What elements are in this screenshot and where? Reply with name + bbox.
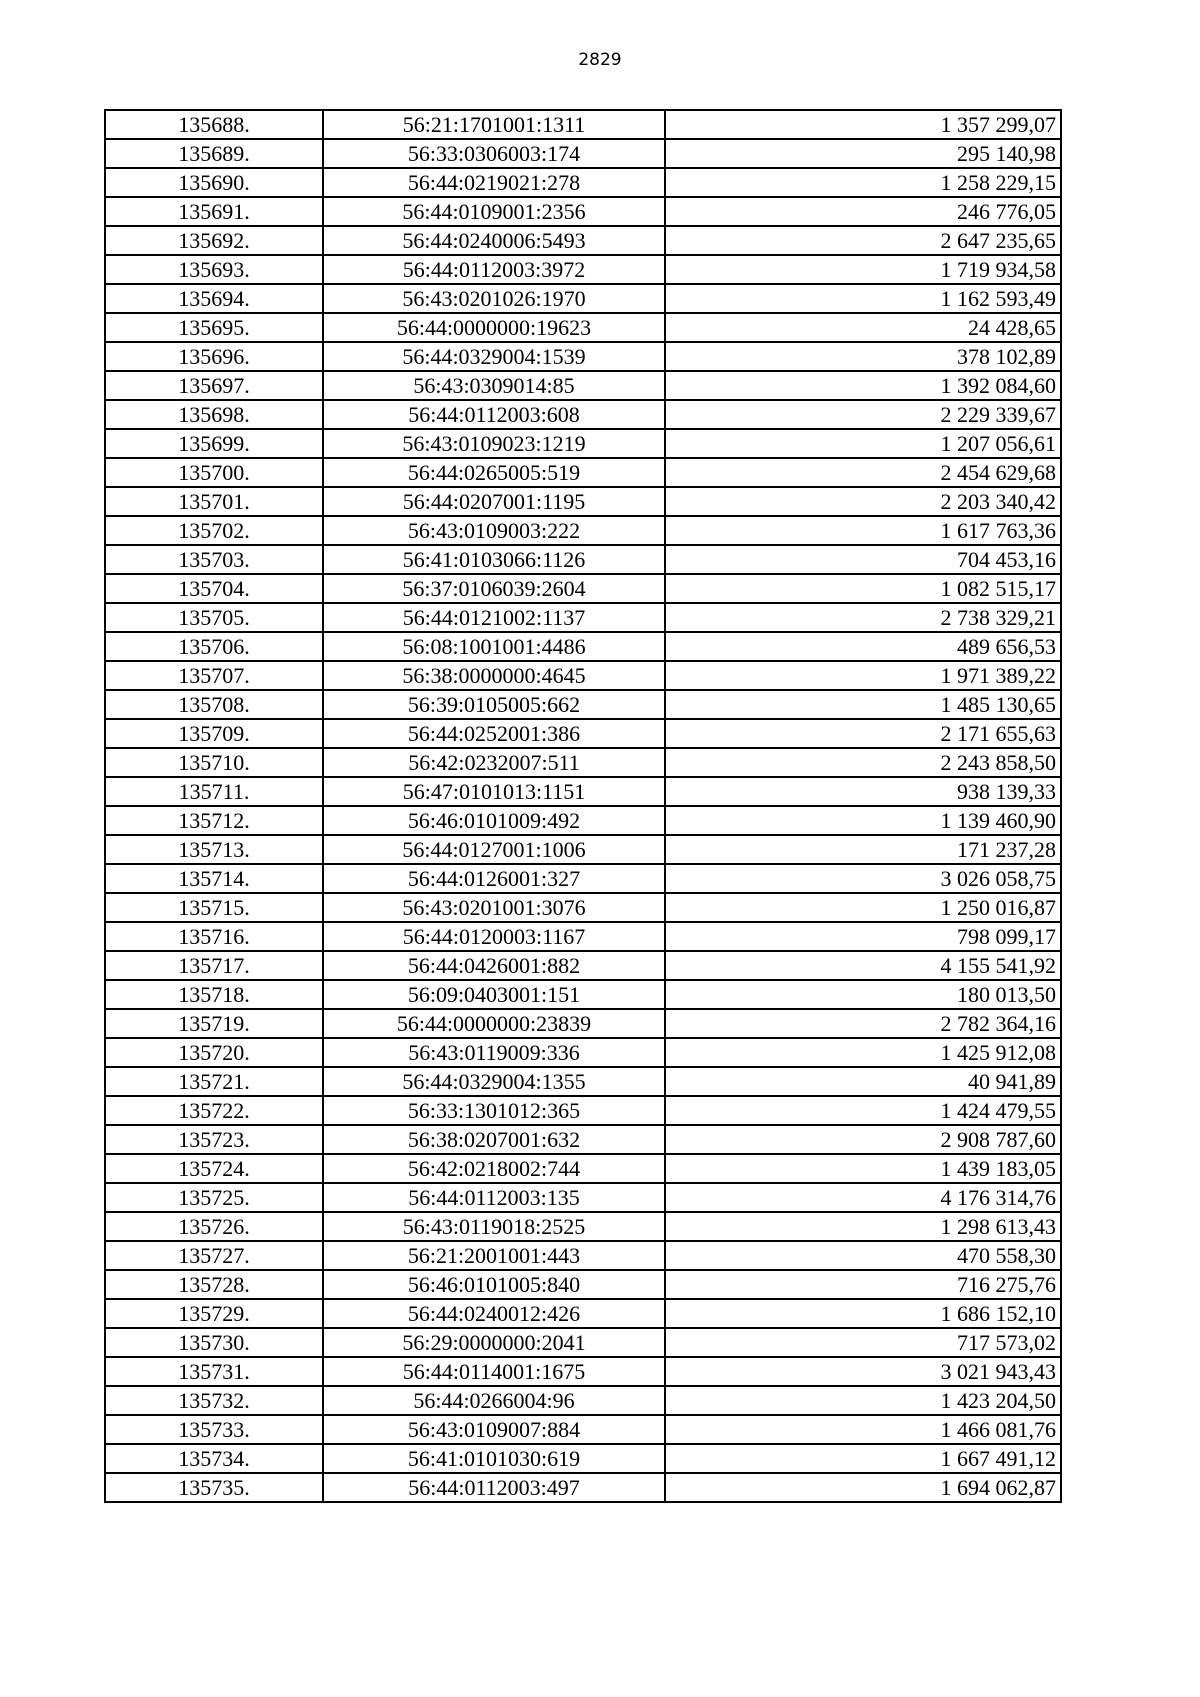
table-row bbox=[105, 1328, 1061, 1357]
table-row bbox=[105, 313, 1061, 342]
row-number-cell: 135694. bbox=[105, 284, 323, 313]
cadastral-value-cell: 2 229 339,67 bbox=[665, 400, 1061, 429]
cadastral-number-cell: 56:38:0207001:632 bbox=[323, 1125, 665, 1154]
row-number-cell: 135695. bbox=[105, 313, 323, 342]
cadastral-value-cell: 1 423 204,50 bbox=[665, 1386, 1061, 1415]
table-row bbox=[105, 1154, 1061, 1183]
row-number-cell: 135697. bbox=[105, 371, 323, 400]
cadastral-value-cell: 938 139,33 bbox=[665, 777, 1061, 806]
cadastral-value-cell: 1 139 460,90 bbox=[665, 806, 1061, 835]
cadastral-number-cell: 56:43:0201001:3076 bbox=[323, 893, 665, 922]
row-number-cell: 135713. bbox=[105, 835, 323, 864]
cadastral-value-cell: 1 082 515,17 bbox=[665, 574, 1061, 603]
row-number-cell: 135706. bbox=[105, 632, 323, 661]
table-row bbox=[105, 632, 1061, 661]
cadastral-number-cell: 56:43:0109023:1219 bbox=[323, 429, 665, 458]
table-row bbox=[105, 1357, 1061, 1386]
cadastral-number-cell: 56:09:0403001:151 bbox=[323, 980, 665, 1009]
table-row bbox=[105, 980, 1061, 1009]
cadastral-value-cell: 4 155 541,92 bbox=[665, 951, 1061, 980]
cadastral-value-cell: 2 454 629,68 bbox=[665, 458, 1061, 487]
cadastral-number-cell: 56:43:0201026:1970 bbox=[323, 284, 665, 313]
row-number-cell: 135688. bbox=[105, 110, 323, 139]
table-row bbox=[105, 371, 1061, 400]
cadastral-number-cell: 56:41:0103066:1126 bbox=[323, 545, 665, 574]
row-number-cell: 135699. bbox=[105, 429, 323, 458]
row-number-cell: 135693. bbox=[105, 255, 323, 284]
table-row bbox=[105, 835, 1061, 864]
row-number-cell: 135703. bbox=[105, 545, 323, 574]
cadastral-value-cell: 4 176 314,76 bbox=[665, 1183, 1061, 1212]
table-row bbox=[105, 487, 1061, 516]
cadastral-number-cell: 56:37:0106039:2604 bbox=[323, 574, 665, 603]
row-number-cell: 135714. bbox=[105, 864, 323, 893]
cadastral-value-cell: 1 258 229,15 bbox=[665, 168, 1061, 197]
cadastral-number-cell: 56:43:0109007:884 bbox=[323, 1415, 665, 1444]
table-row bbox=[105, 893, 1061, 922]
table-row bbox=[105, 1270, 1061, 1299]
row-number-cell: 135710. bbox=[105, 748, 323, 777]
cadastral-value-cell: 1 298 613,43 bbox=[665, 1212, 1061, 1241]
row-number-cell: 135702. bbox=[105, 516, 323, 545]
cadastral-value-cell: 2 243 858,50 bbox=[665, 748, 1061, 777]
table-row bbox=[105, 1415, 1061, 1444]
row-number-cell: 135723. bbox=[105, 1125, 323, 1154]
row-number-cell: 135690. bbox=[105, 168, 323, 197]
row-number-cell: 135727. bbox=[105, 1241, 323, 1270]
table-row bbox=[105, 951, 1061, 980]
cadastral-value-cell: 246 776,05 bbox=[665, 197, 1061, 226]
cadastral-number-cell: 56:46:0101005:840 bbox=[323, 1270, 665, 1299]
cadastral-number-cell: 56:21:1701001:1311 bbox=[323, 110, 665, 139]
cadastral-number-cell: 56:46:0101009:492 bbox=[323, 806, 665, 835]
table-row bbox=[105, 1096, 1061, 1125]
table-row bbox=[105, 1038, 1061, 1067]
cadastral-number-cell: 56:43:0109003:222 bbox=[323, 516, 665, 545]
row-number-cell: 135715. bbox=[105, 893, 323, 922]
cadastral-number-cell: 56:44:0219021:278 bbox=[323, 168, 665, 197]
cadastral-number-cell: 56:42:0218002:744 bbox=[323, 1154, 665, 1183]
table-row bbox=[105, 1067, 1061, 1096]
cadastral-number-cell: 56:44:0121002:1137 bbox=[323, 603, 665, 632]
row-number-cell: 135735. bbox=[105, 1473, 323, 1502]
cadastral-number-cell: 56:44:0120003:1167 bbox=[323, 922, 665, 951]
row-number-cell: 135734. bbox=[105, 1444, 323, 1473]
page-number: 2829 bbox=[578, 50, 622, 70]
cadastral-number-cell: 56:43:0309014:85 bbox=[323, 371, 665, 400]
row-number-cell: 135728. bbox=[105, 1270, 323, 1299]
table-row bbox=[105, 1473, 1061, 1502]
cadastral-value-cell: 717 573,02 bbox=[665, 1328, 1061, 1357]
table-row bbox=[105, 400, 1061, 429]
table-row bbox=[105, 748, 1061, 777]
table-row bbox=[105, 777, 1061, 806]
row-number-cell: 135689. bbox=[105, 139, 323, 168]
row-number-cell: 135724. bbox=[105, 1154, 323, 1183]
table-row bbox=[105, 574, 1061, 603]
table-row bbox=[105, 255, 1061, 284]
cadastral-number-cell: 56:29:0000000:2041 bbox=[323, 1328, 665, 1357]
cadastral-value-cell: 1 667 491,12 bbox=[665, 1444, 1061, 1473]
cadastral-value-cell: 1 617 763,36 bbox=[665, 516, 1061, 545]
table-row bbox=[105, 1386, 1061, 1415]
cadastral-number-cell: 56:38:0000000:4645 bbox=[323, 661, 665, 690]
cadastral-number-cell: 56:44:0265005:519 bbox=[323, 458, 665, 487]
cadastral-value-cell: 1 485 130,65 bbox=[665, 690, 1061, 719]
table-row bbox=[105, 545, 1061, 574]
row-number-cell: 135701. bbox=[105, 487, 323, 516]
table-body bbox=[105, 110, 1061, 1502]
row-number-cell: 135731. bbox=[105, 1357, 323, 1386]
cadastral-value-cell: 1 392 084,60 bbox=[665, 371, 1061, 400]
cadastral-value-cell: 180 013,50 bbox=[665, 980, 1061, 1009]
cadastral-value-cell: 704 453,16 bbox=[665, 545, 1061, 574]
row-number-cell: 135721. bbox=[105, 1067, 323, 1096]
cadastral-number-cell: 56:41:0101030:619 bbox=[323, 1444, 665, 1473]
cadastral-value-cell: 1 694 062,87 bbox=[665, 1473, 1061, 1502]
cadastral-number-cell: 56:44:0112003:608 bbox=[323, 400, 665, 429]
cadastral-value-cell: 171 237,28 bbox=[665, 835, 1061, 864]
table-row bbox=[105, 661, 1061, 690]
cadastral-number-cell: 56:44:0109001:2356 bbox=[323, 197, 665, 226]
table-row bbox=[105, 1183, 1061, 1212]
cadastral-value-cell: 2 171 655,63 bbox=[665, 719, 1061, 748]
row-number-cell: 135698. bbox=[105, 400, 323, 429]
table-row bbox=[105, 516, 1061, 545]
cadastral-value-cell: 2 203 340,42 bbox=[665, 487, 1061, 516]
table-row bbox=[105, 1009, 1061, 1038]
cadastral-number-cell: 56:42:0232007:511 bbox=[323, 748, 665, 777]
cadastral-number-cell: 56:44:0426001:882 bbox=[323, 951, 665, 980]
cadastral-number-cell: 56:44:0207001:1195 bbox=[323, 487, 665, 516]
table-row bbox=[105, 806, 1061, 835]
table-row bbox=[105, 458, 1061, 487]
cadastral-number-cell: 56:44:0329004:1355 bbox=[323, 1067, 665, 1096]
cadastral-value-cell: 295 140,98 bbox=[665, 139, 1061, 168]
row-number-cell: 135729. bbox=[105, 1299, 323, 1328]
cadastral-value-cell: 1 971 389,22 bbox=[665, 661, 1061, 690]
cadastral-value-cell: 1 719 934,58 bbox=[665, 255, 1061, 284]
cadastral-value-cell: 1 162 593,49 bbox=[665, 284, 1061, 313]
cadastral-number-cell: 56:44:0112003:3972 bbox=[323, 255, 665, 284]
cadastral-value-cell: 1 425 912,08 bbox=[665, 1038, 1061, 1067]
cadastral-number-cell: 56:44:0329004:1539 bbox=[323, 342, 665, 371]
cadastral-value-cell: 1 424 479,55 bbox=[665, 1096, 1061, 1125]
table-row bbox=[105, 342, 1061, 371]
cadastral-value-cell: 716 275,76 bbox=[665, 1270, 1061, 1299]
cadastral-value-cell: 1 357 299,07 bbox=[665, 110, 1061, 139]
table-row bbox=[105, 284, 1061, 313]
cadastral-value-cell: 2 782 364,16 bbox=[665, 1009, 1061, 1038]
table-row bbox=[105, 197, 1061, 226]
cadastral-number-cell: 56:44:0112003:135 bbox=[323, 1183, 665, 1212]
row-number-cell: 135712. bbox=[105, 806, 323, 835]
cadastral-value-cell: 489 656,53 bbox=[665, 632, 1061, 661]
cadastral-number-cell: 56:44:0240012:426 bbox=[323, 1299, 665, 1328]
table-row bbox=[105, 603, 1061, 632]
cadastral-value-cell: 1 439 183,05 bbox=[665, 1154, 1061, 1183]
cadastral-value-cell: 3 026 058,75 bbox=[665, 864, 1061, 893]
cadastral-number-cell: 56:44:0114001:1675 bbox=[323, 1357, 665, 1386]
cadastral-value-cell: 24 428,65 bbox=[665, 313, 1061, 342]
table-row bbox=[105, 719, 1061, 748]
cadastral-number-cell: 56:44:0000000:19623 bbox=[323, 313, 665, 342]
table-row bbox=[105, 1241, 1061, 1270]
cadastral-number-cell: 56:47:0101013:1151 bbox=[323, 777, 665, 806]
table-row bbox=[105, 690, 1061, 719]
row-number-cell: 135730. bbox=[105, 1328, 323, 1357]
cadastral-value-cell: 470 558,30 bbox=[665, 1241, 1061, 1270]
cadastral-number-cell: 56:43:0119018:2525 bbox=[323, 1212, 665, 1241]
cadastral-number-cell: 56:44:0252001:386 bbox=[323, 719, 665, 748]
table-row bbox=[105, 1299, 1061, 1328]
table-row bbox=[105, 139, 1061, 168]
row-number-cell: 135725. bbox=[105, 1183, 323, 1212]
cadastral-value-cell: 3 021 943,43 bbox=[665, 1357, 1061, 1386]
cadastral-value-cell: 1 466 081,76 bbox=[665, 1415, 1061, 1444]
row-number-cell: 135692. bbox=[105, 226, 323, 255]
row-number-cell: 135700. bbox=[105, 458, 323, 487]
cadastral-number-cell: 56:33:0306003:174 bbox=[323, 139, 665, 168]
cadastral-number-cell: 56:44:0127001:1006 bbox=[323, 835, 665, 864]
row-number-cell: 135720. bbox=[105, 1038, 323, 1067]
cadastral-number-cell: 56:39:0105005:662 bbox=[323, 690, 665, 719]
cadastral-number-cell: 56:43:0119009:336 bbox=[323, 1038, 665, 1067]
table-row bbox=[105, 429, 1061, 458]
cadastral-value-cell: 1 207 056,61 bbox=[665, 429, 1061, 458]
cadastral-value-table bbox=[104, 109, 1062, 1503]
cadastral-value-cell: 1 686 152,10 bbox=[665, 1299, 1061, 1328]
cadastral-value-cell: 2 647 235,65 bbox=[665, 226, 1061, 255]
cadastral-number-cell: 56:21:2001001:443 bbox=[323, 1241, 665, 1270]
cadastral-number-cell: 56:33:1301012:365 bbox=[323, 1096, 665, 1125]
row-number-cell: 135732. bbox=[105, 1386, 323, 1415]
row-number-cell: 135691. bbox=[105, 197, 323, 226]
row-number-cell: 135704. bbox=[105, 574, 323, 603]
row-number-cell: 135711. bbox=[105, 777, 323, 806]
row-number-cell: 135716. bbox=[105, 922, 323, 951]
table-row bbox=[105, 864, 1061, 893]
table-row bbox=[105, 168, 1061, 197]
row-number-cell: 135733. bbox=[105, 1415, 323, 1444]
row-number-cell: 135722. bbox=[105, 1096, 323, 1125]
cadastral-number-cell: 56:44:0126001:327 bbox=[323, 864, 665, 893]
table-row bbox=[105, 110, 1061, 139]
cadastral-number-cell: 56:44:0000000:23839 bbox=[323, 1009, 665, 1038]
cadastral-value-cell: 2 908 787,60 bbox=[665, 1125, 1061, 1154]
table-row bbox=[105, 922, 1061, 951]
table-row bbox=[105, 1444, 1061, 1473]
cadastral-number-cell: 56:44:0266004:96 bbox=[323, 1386, 665, 1415]
row-number-cell: 135705. bbox=[105, 603, 323, 632]
row-number-cell: 135717. bbox=[105, 951, 323, 980]
cadastral-value-cell: 40 941,89 bbox=[665, 1067, 1061, 1096]
row-number-cell: 135708. bbox=[105, 690, 323, 719]
row-number-cell: 135726. bbox=[105, 1212, 323, 1241]
cadastral-value-cell: 798 099,17 bbox=[665, 922, 1061, 951]
row-number-cell: 135696. bbox=[105, 342, 323, 371]
table-row bbox=[105, 226, 1061, 255]
cadastral-number-cell: 56:08:1001001:4486 bbox=[323, 632, 665, 661]
row-number-cell: 135719. bbox=[105, 1009, 323, 1038]
row-number-cell: 135709. bbox=[105, 719, 323, 748]
row-number-cell: 135718. bbox=[105, 980, 323, 1009]
row-number-cell: 135707. bbox=[105, 661, 323, 690]
cadastral-value-cell: 2 738 329,21 bbox=[665, 603, 1061, 632]
cadastral-value-cell: 378 102,89 bbox=[665, 342, 1061, 371]
cadastral-number-cell: 56:44:0240006:5493 bbox=[323, 226, 665, 255]
table-row bbox=[105, 1125, 1061, 1154]
cadastral-number-cell: 56:44:0112003:497 bbox=[323, 1473, 665, 1502]
cadastral-value-cell: 1 250 016,87 bbox=[665, 893, 1061, 922]
table-row bbox=[105, 1212, 1061, 1241]
